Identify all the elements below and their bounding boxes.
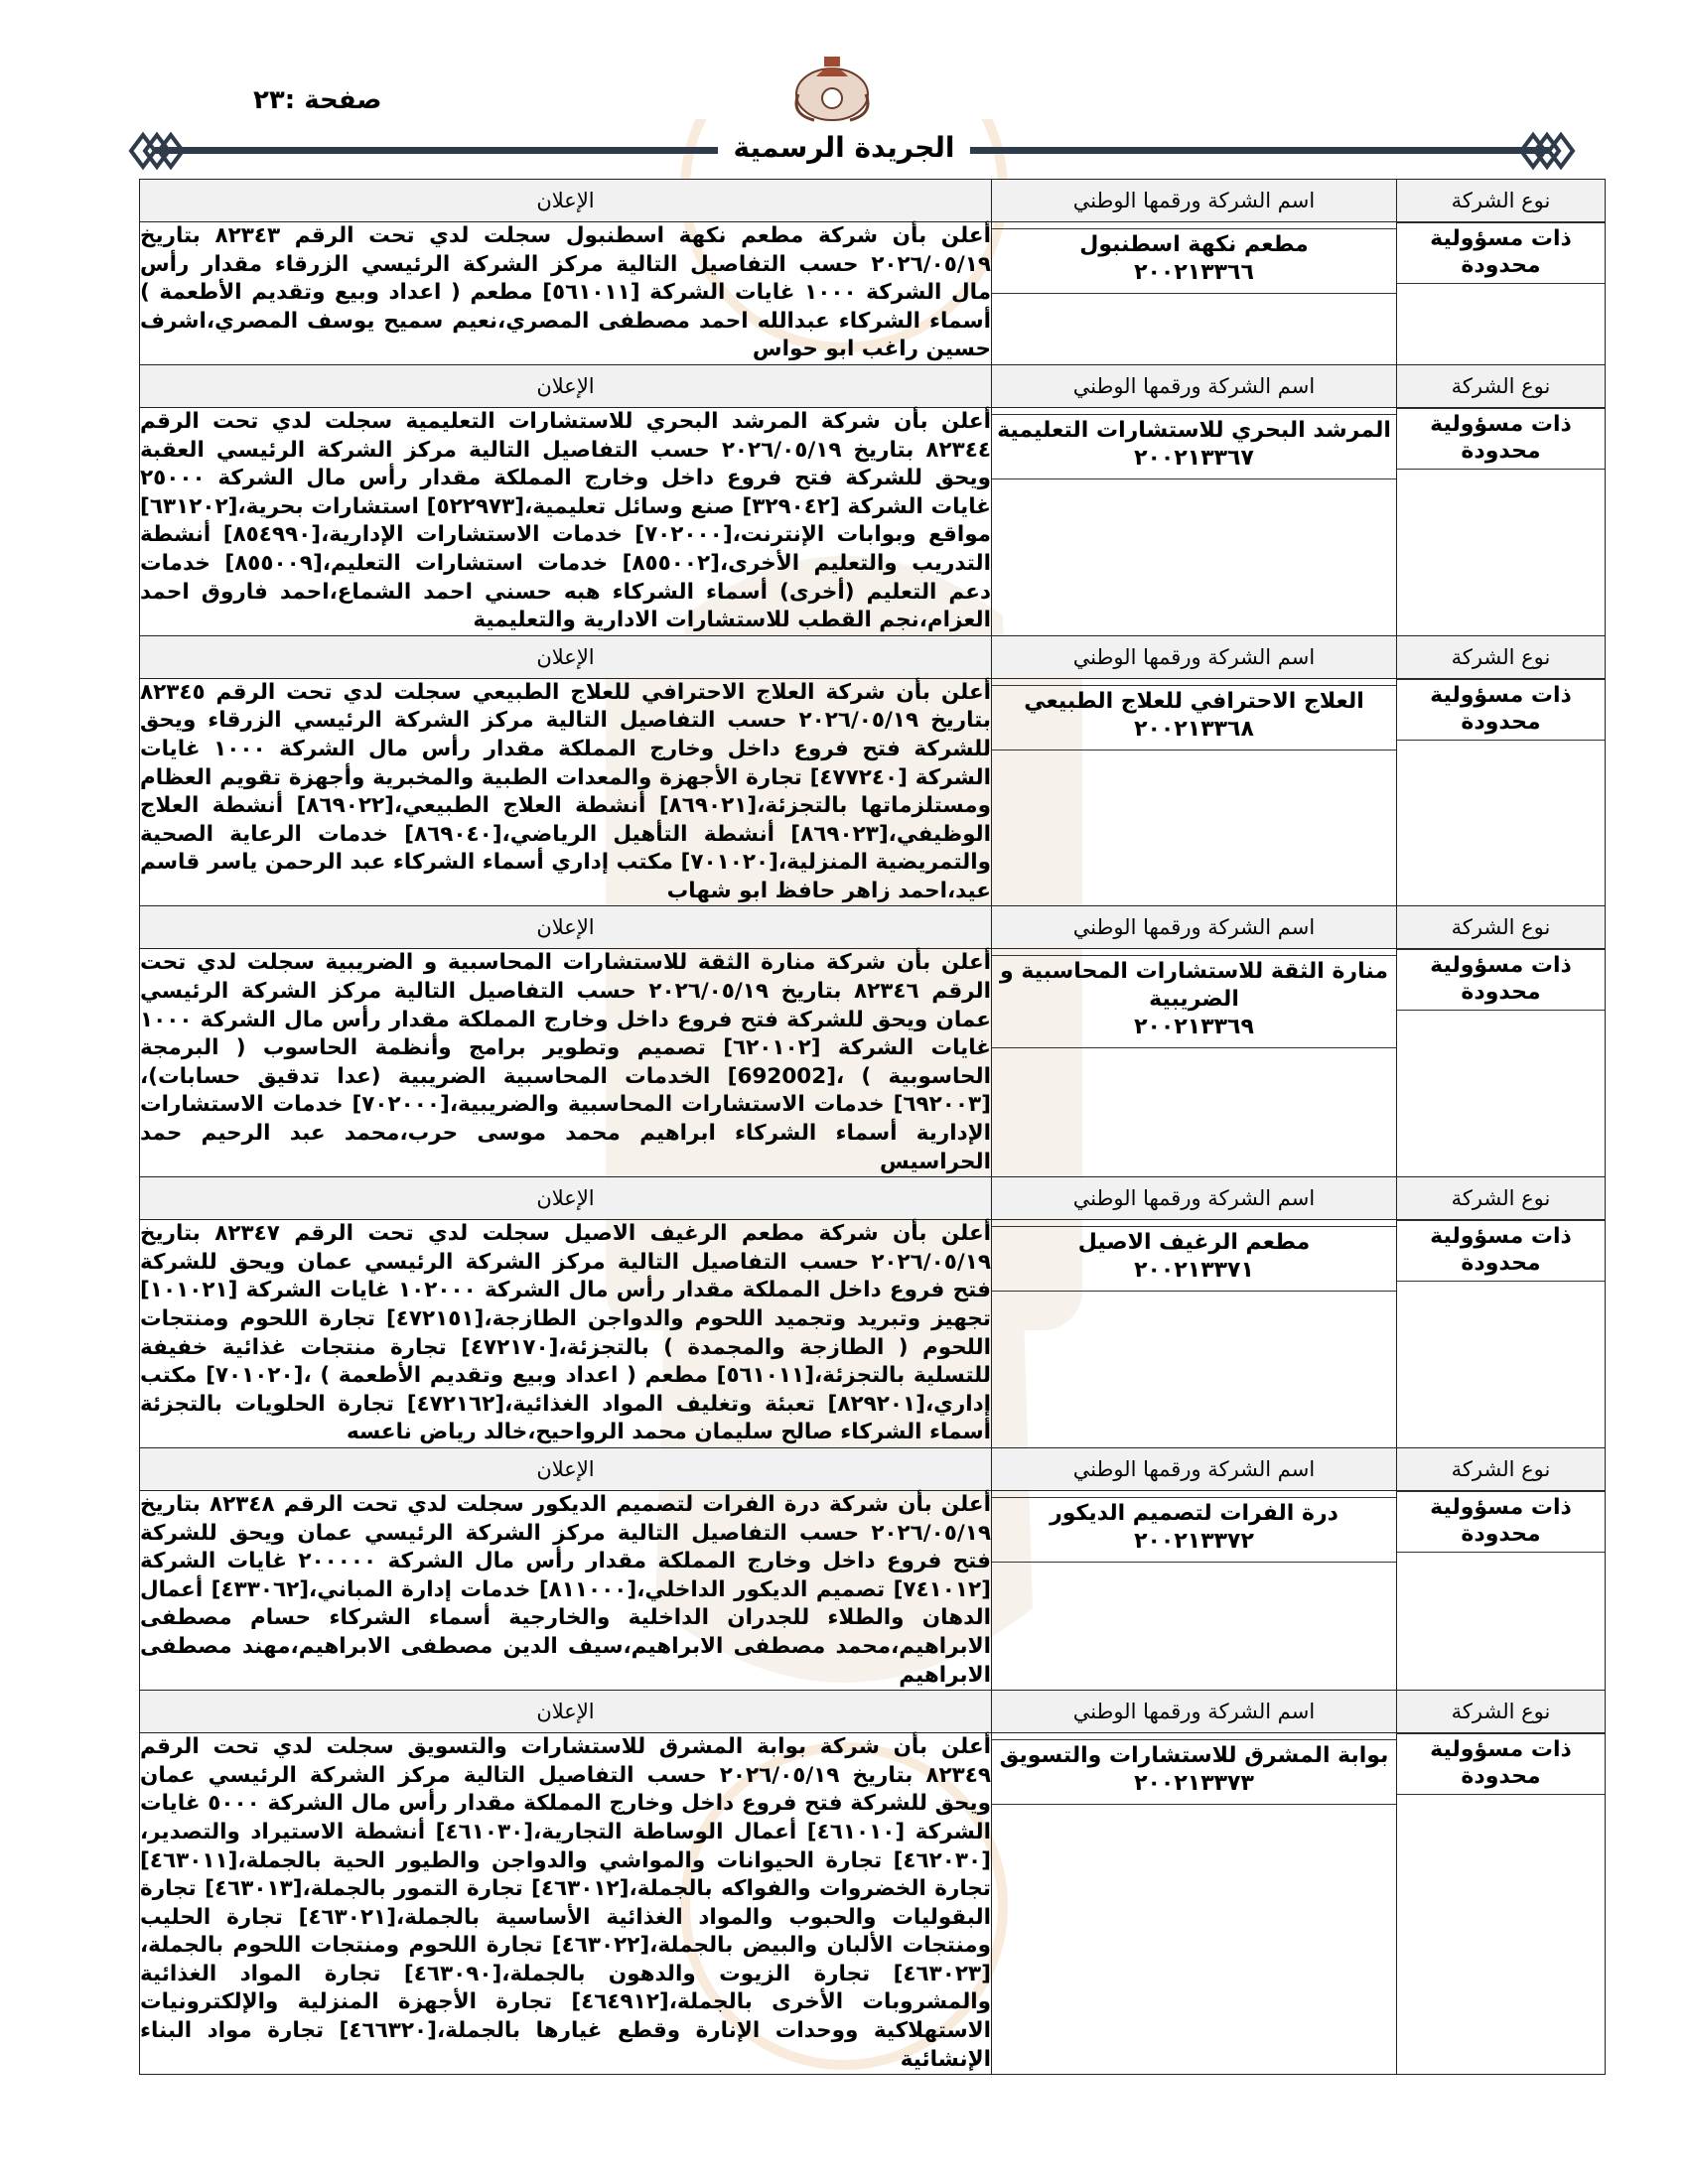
company-name-box (991, 1497, 1397, 1563)
announcement-text: أعلن بأن شركة مطعم نكهة اسطنبول سجلت لدي تحت الرقم ٨٢٣٤٣ بتاريخ ٢٠٢٦/٠٥/١٩ حسب التفاصيل التالية مركز الشركة الرئيسي الزرقاء مقدار رأس مال الشركة ١٠٠٠ غايات الشركة [٥٦١٠١١] مطعم ( اعداد وبيع وتقديم الأطعمة ) أسماء الشركاء عبدالله احمد مصطفى المصري،نعيم سميح يوسف المصري،اشرف حسين راغب ابو حواس (140, 222, 992, 365)
company-name-box (991, 685, 1397, 751)
company-name-box (991, 1226, 1397, 1292)
company-name: بوابة المشرق للاستشارات والتسويق (999, 1743, 1389, 1769)
table-header-row (140, 1447, 1606, 1490)
company-type: ذات مسؤولية محدودة (1396, 222, 1606, 284)
column-header-announcement: الإعلان (140, 1447, 992, 1490)
column-header-name: اسم الشركة ورقمها الوطني (992, 635, 1397, 678)
jordan-emblem-icon (784, 55, 880, 126)
table-row (140, 1490, 1606, 1690)
company-name: درة الفرات لتصميم الديكور (1050, 1500, 1338, 1526)
company-name-box (991, 1739, 1397, 1805)
announcement-text: أعلن بأن شركة العلاج الاحترافي للعلاج الطبيعي سجلت لدي تحت الرقم ٨٢٣٤٥ بتاريخ ٢٠٢٦/٠٥/١٩ حسب التفاصيل التالية مركز الشركة الرئيسي الزرقاء ويحق للشركة فتح فروع داخل وخارج المملكة مقدار رأس مال الشركة ١٠٠٠ غايات الشركة [٤٧٧٢٤٠] تجارة الأجهزة والمعدات الطبية والمخبرية وأجهزة تقويم العظام ومستلزماتها بالتجزئة،[٨٦٩٠٢١] أنشطة العلاج الطبيعي،[٨٦٩٠٢٢] أنشطة العلاج الوظيفي،[٨٦٩٠٢٣] أنشطة التأهيل الرياضي،[٨٦٩٠٤٠] خدمات الرعاية الصحية والتمريضية المنزلية،[٧٠١٠٢٠] مكتب إداري أسماء الشركاء عبد الرحمن ياسر قاسم عيد،احمد زاهر حافظ ابو شهاب (140, 678, 992, 906)
column-header-announcement: الإعلان (140, 635, 992, 678)
company-national-number: ٢٠٠٢١٣٣٦٩ (1134, 1015, 1254, 1040)
column-header-type: نوع الشركة (1397, 1691, 1606, 1733)
company-name-box (991, 414, 1397, 479)
company-national-number: ٢٠٠٢١٣٣٦٨ (1134, 716, 1254, 742)
company-name: المرشد البحري للاستشارات التعليمية (997, 417, 1391, 443)
page-number: صفحة :٢٣ (253, 85, 382, 115)
company-type: ذات مسؤولية محدودة (1396, 1220, 1606, 1282)
announcement-text: أعلن بأن شركة بوابة المشرق للاستشارات والتسويق سجلت لدي تحت الرقم ٨٢٣٤٩ بتاريخ ٢٠٢٦/٠٥/١٩ حسب التفاصيل التالية مركز الشركة الرئيسي عمان ويحق للشركة فتح فروع داخل وخارج المملكة مقدار رأس مال الشركة ٥٠٠٠ غايات الشركة [٤٦١٠١٠] أعمال الوساطة التجارية،[٤٦١٠٣٠] أنشطة الاستيراد والتصدير،[٤٦٢٠٣٠] تجارة الحيوانات والمواشي والدواجن والطيور الحية بالجملة،[٤٦٣٠١١] تجارة الخضروات والفواكه بالجملة،[٤٦٣٠١٢] تجارة التمور بالجملة،[٤٦٣٠١٣] تجارة البقوليات والحبوب والمواد الغذائية الأساسية بالجملة،[٤٦٣٠٢١] تجارة الحليب ومنتجات الألبان والبيض بالجملة،[٤٦٣٠٢٢] تجارة اللحوم ومنتجات اللحوم بالجملة،[٤٦٣٠٢٣] تجارة الزيوت والدهون بالجملة،[٤٦٣٠٩٠] تجارة المواد الغذائية والمشروبات الأخرى بالجملة،[٤٦٤٩١٢] تجارة الأجهزة المنزلية والإلكترونيات الاستهلاكية ووحدات الإنارة وقطع غيارها بالجملة،[٤٦٦٣٢٠] تجارة مواد البناء الإنشائية (140, 1733, 992, 2075)
column-header-type: نوع الشركة (1397, 180, 1606, 222)
company-national-number: ٢٠٠٢١٣٣٧٢ (1134, 1528, 1254, 1554)
announcement-text: أعلن بأن شركة درة الفرات لتصميم الديكور سجلت لدي تحت الرقم ٨٢٣٤٨ بتاريخ ٢٠٢٦/٠٥/١٩ حسب التفاصيل التالية مركز الشركة الرئيسي عمان ويحق للشركة فتح فروع داخل وخارج المملكة مقدار رأس مال الشركة ٢٠٠٠٠٠ غايات الشركة [٧٤١٠١٢] تصميم الديكور الداخلي،[٨١١٠٠٠] خدمات إدارة المباني،[٤٣٣٠٦٢] أعمال الدهان والطلاء للجدران الداخلية والخارجية أسماء الشركاء حسام مصطفى الابراهيم،محمد مصطفى الابراهيم،سيف الدين مصطفى الابراهيم،مهند مصطفى الابراهيم (140, 1490, 992, 1690)
company-type: ذات مسؤولية محدودة (1396, 679, 1606, 741)
column-header-announcement: الإعلان (140, 906, 992, 949)
company-type-cell (1397, 1490, 1606, 1690)
column-header-name: اسم الشركة ورقمها الوطني (992, 906, 1397, 949)
company-name-cell (992, 1490, 1397, 1690)
announcements-table (139, 179, 1606, 2075)
column-header-announcement: الإعلان (140, 364, 992, 407)
company-name-cell (992, 1733, 1397, 2075)
column-header-announcement: الإعلان (140, 180, 992, 222)
column-header-name: اسم الشركة ورقمها الوطني (992, 1447, 1397, 1490)
company-type-cell (1397, 678, 1606, 906)
company-name-cell (992, 678, 1397, 906)
table-row (140, 1733, 1606, 2075)
announcement-text: أعلن بأن شركة منارة الثقة للاستشارات المحاسبية و الضريبية سجلت لدي تحت الرقم ٨٢٣٤٦ بتاريخ ٢٠٢٦/٠٥/١٩ حسب التفاصيل التالية مركز الشركة الرئيسي عمان ويحق للشركة فتح فروع داخل وخارج المملكة مقدار رأس مال الشركة ١٠٠٠ غايات الشركة [٦٢٠١٠٢] تصميم وتطوير برامج وأنظمة الحاسوب ( البرمجة الحاسوبية ) ،[692002] الخدمات المحاسبية الضريبية (عدا تدقيق حسابات)،[٦٩٢٠٠٣] خدمات الاستشارات المحاسبية والضريبية،[٧٠٢٠٠٠] خدمات الاستشارات الإدارية أسماء الشركاء ابراهيم محمد موسى حرب،محمد عبد الرحيم حمد الحراسيس (140, 949, 992, 1177)
column-header-type: نوع الشركة (1397, 1177, 1606, 1220)
company-name: مطعم الرغيف الاصيل (1077, 1230, 1311, 1256)
company-type-cell (1397, 407, 1606, 635)
table-row (140, 678, 1606, 906)
table-header-row (140, 1177, 1606, 1220)
table-header-row (140, 180, 1606, 222)
column-header-type: نوع الشركة (1397, 1447, 1606, 1490)
company-national-number: ٢٠٠٢١٣٣٧١ (1134, 1258, 1254, 1284)
column-header-name: اسم الشركة ورقمها الوطني (992, 1177, 1397, 1220)
column-header-announcement: الإعلان (140, 1691, 992, 1733)
company-name: مطعم نكهة اسطنبول (1079, 232, 1309, 257)
company-national-number: ٢٠٠٢١٣٣٧٣ (1134, 1771, 1254, 1797)
table-row (140, 949, 1606, 1177)
company-type: ذات مسؤولية محدودة (1396, 949, 1606, 1011)
company-name: العلاج الاحترافي للعلاج الطبيعي (1024, 688, 1364, 714)
column-header-announcement: الإعلان (140, 1177, 992, 1220)
company-name-box (991, 955, 1397, 1048)
column-header-name: اسم الشركة ورقمها الوطني (992, 364, 1397, 407)
column-header-type: نوع الشركة (1397, 635, 1606, 678)
table-header-row (140, 635, 1606, 678)
company-name-cell (992, 949, 1397, 1177)
table-header-row (140, 906, 1606, 949)
company-type: ذات مسؤولية محدودة (1396, 1491, 1606, 1553)
company-name-cell (992, 222, 1397, 365)
announcement-text: أعلن بأن شركة مطعم الرغيف الاصيل سجلت لدي تحت الرقم ٨٢٣٤٧ بتاريخ ٢٠٢٦/٠٥/١٩ حسب التفاصيل التالية مركز الشركة الرئيسي عمان ويحق للشركة فتح فروع داخل المملكة مقدار رأس مال الشركة ١٠٢٠٠٠ غايات الشركة [١٠١٠٢١] تجهيز وتبريد وتجميد اللحوم والدواجن الطازجة،[٤٧٢١٥١] تجارة اللحوم ومنتجات اللحوم ( الطازجة والمجمدة ) بالتجزئة،[٤٧٢١٧٠] تجارة منتجات غذائية خفيفة للتسلية بالتجزئة،[٥٦١٠١١] مطعم ( اعداد وبيع وتقديم الأطعمة ) ،[٧٠١٠٢٠] مكتب إداري،[٨٢٩٢٠١] تعبئة وتغليف المواد الغذائية،[٤٧٢١٦٢] تجارة الحلويات بالتجزئة أسماء الشركاء صالح سليمان محمد الرواحيح،خالد رياض ناعسه (140, 1220, 992, 1448)
company-type-cell (1397, 1220, 1606, 1448)
company-type: ذات مسؤولية محدودة (1396, 408, 1606, 470)
table-header-row (140, 1691, 1606, 1733)
column-header-name: اسم الشركة ورقمها الوطني (992, 1691, 1397, 1733)
company-type-cell (1397, 222, 1606, 365)
column-header-name: اسم الشركة ورقمها الوطني (992, 180, 1397, 222)
company-type: ذات مسؤولية محدودة (1396, 1733, 1606, 1795)
company-type-cell (1397, 949, 1606, 1177)
column-header-type: نوع الشركة (1397, 364, 1606, 407)
table-row (140, 407, 1606, 635)
company-national-number: ٢٠٠٢١٣٣٦٦ (1134, 260, 1254, 285)
company-type-cell (1397, 1733, 1606, 2075)
company-name-cell (992, 407, 1397, 635)
company-name-box (991, 228, 1397, 294)
company-name: منارة الثقة للاستشارات المحاسبية و الضريبية (1000, 959, 1388, 1013)
table-header-row (140, 364, 1606, 407)
announcement-text: أعلن بأن شركة المرشد البحري للاستشارات التعليمية سجلت لدي تحت الرقم ٨٢٣٤٤ بتاريخ ٢٠٢٦/٠٥/١٩ حسب التفاصيل التالية مركز الشركة الرئيسي العقبة ويحق للشركة فتح فروع داخل وخارج المملكة مقدار رأس مال الشركة ٢٥٠٠٠ غايات الشركة [٣٢٩٠٤٢] صنع وسائل تعليمية،[٥٢٢٩٧٣] استشارات بحرية،[٦٣١٢٠٢] مواقع وبوابات الإنترنت،[٧٠٢٠٠٠] خدمات الاستشارات الإدارية،[٨٥٤٩٩٠] أنشطة التدريب والتعليم الأخرى،[٨٥٥٠٠٢] خدمات استشارات التعليم،[٨٥٥٠٠٩] خدمات دعم التعليم (أخرى) أسماء الشركاء هبه حسني احمد الشماع،احمد فاروق احمد العزام،نجم القطب للاستشارات الادارية والتعليمية (140, 407, 992, 635)
company-name-cell (992, 1220, 1397, 1448)
table-row (140, 222, 1606, 365)
column-header-type: نوع الشركة (1397, 906, 1606, 949)
table-row (140, 1220, 1606, 1448)
company-national-number: ٢٠٠٢١٣٣٦٧ (1134, 445, 1254, 471)
gazette-title: الجريدة الرسمية (718, 131, 971, 164)
